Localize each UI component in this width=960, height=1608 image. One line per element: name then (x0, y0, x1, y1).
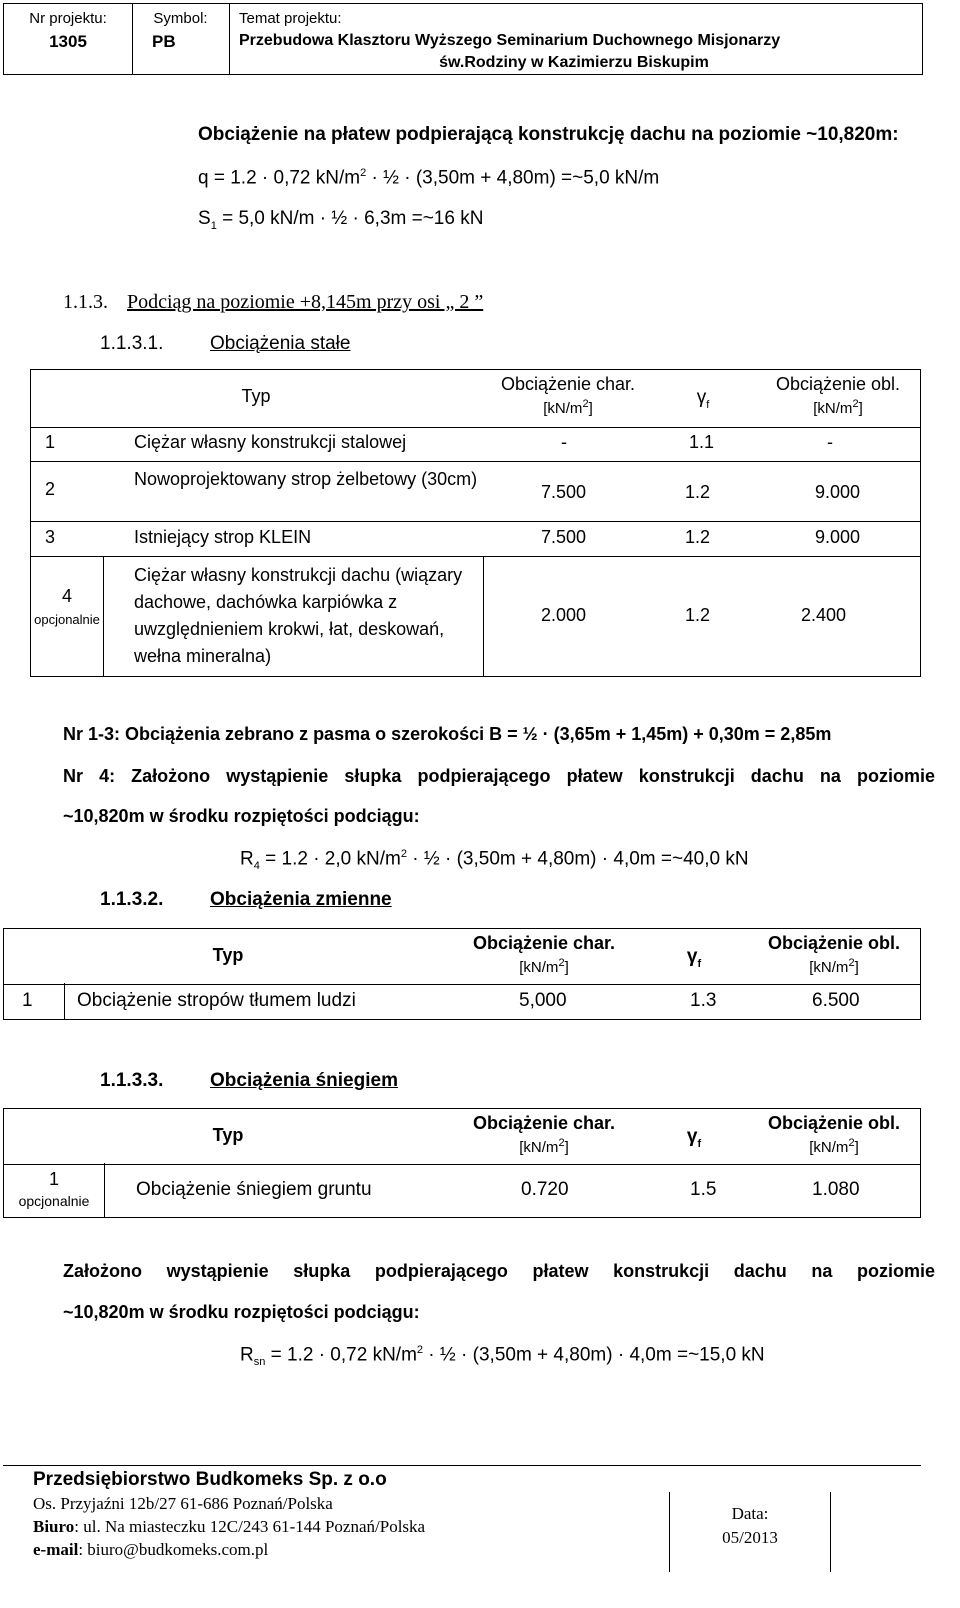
snow-loads-table (3, 1108, 921, 1220)
subsection-1-number: 1.1.3.1. (100, 333, 164, 354)
table-header-row (3, 1108, 921, 1165)
row-gamma: 1.2 (685, 527, 711, 547)
subsection-3-heading (100, 1070, 398, 1092)
row-gamma: 1.5 (690, 1179, 717, 1200)
s1-formula: $S_1 = 5,0$ kN/m · ½ · 6,3m =~16 kN (198, 208, 484, 232)
row-number-cell (4, 1163, 105, 1217)
col-obl-header: Obciążenie obl. (767, 1113, 901, 1133)
table-row (30, 426, 921, 462)
permanent-loads-table (30, 369, 921, 679)
row-obl: - (827, 432, 833, 452)
row-type: Istniejący strop KLEIN (134, 527, 312, 547)
col-gamma-header: $\gamma_f$ (696, 387, 710, 411)
note-row-4-line-1: Nr 4: Założono wystąpienie słupka podpierającego płatew konstrukcji dachu na poziomie (63, 766, 935, 786)
row-optional-note: opcjonalnie (34, 612, 100, 627)
section-heading (63, 291, 483, 314)
subsection-3-title: Obciążenia śniegiem (210, 1070, 398, 1091)
row-obl: 6.500 (812, 990, 860, 1011)
project-number-cell (4, 4, 133, 74)
row-gamma: 1.1 (689, 432, 715, 452)
row-type: Ciężar własny konstrukcji stalowej (134, 432, 407, 452)
topic-line-1: Przebudowa Klasztoru Wyższego Seminarium Duchownego Misjonarzy (239, 32, 781, 49)
subsection-2-number: 1.1.3.2. (100, 889, 164, 910)
row-gamma: 1.2 (685, 605, 711, 625)
q-formula: q = 1.2 · 0,72 $kN/m^2$ · ½ · (3,50m + 4,80m) =~5,0 kN/m (198, 167, 660, 189)
footer-office: Biuro: ul. Na miasteczku 12C/243 61-144 Poznań/Polska (33, 1517, 426, 1536)
col-obl-header: Obciążenie obl. (767, 933, 901, 953)
col-obl-unit: $[kN/m^2]$ (809, 1137, 859, 1156)
row-type: Nowoprojektowany strop żelbetowy (30cm) (134, 469, 478, 489)
subsection-1-heading (100, 333, 351, 355)
note-row-4-line-2: ~10,820m w środku rozpiętości podciągu: (63, 806, 420, 826)
row-char: 5,000 (519, 990, 567, 1011)
project-header (3, 3, 923, 75)
col-obl-unit: $[kN/m^2]$ (809, 957, 859, 976)
footer-company: Przedsiębiorstwo Budkomeks Sp. z o.o (33, 1469, 387, 1490)
footer-date-label: Data: (731, 1504, 769, 1523)
col-typ-header: Typ (212, 945, 244, 965)
row-type: Obciążenie stropów tłumem ludzi (77, 990, 356, 1011)
snow-note-line-1: Założono wystąpienie słupka podpierającego płatew konstrukcji dachu na poziomie (63, 1261, 935, 1281)
col-gamma-header: $\gamma_f$ (686, 946, 702, 970)
row-number-cell (31, 556, 104, 676)
table-row (30, 521, 921, 557)
footer-address: Os. Przyjaźni 12b/27 61-686 Poznań/Polska (33, 1494, 333, 1513)
intro-heading: Obciążenie na płatew podpierającą konstrukcję dachu na poziomie ~10,820m: (198, 124, 899, 145)
col-char-header: Obciążenie char. (472, 933, 616, 953)
row-number: 3 (45, 527, 56, 547)
row-type: Obciążenie śniegiem gruntu (136, 1179, 372, 1200)
symbol-cell (132, 4, 230, 74)
symbol-label: Symbol: (153, 10, 208, 27)
row-number: 1 (45, 432, 56, 452)
row-char: 0.720 (521, 1179, 569, 1200)
row-char: 7.500 (541, 482, 587, 502)
footer-date: 05/2013 (722, 1528, 778, 1547)
row-char: 7.500 (541, 527, 587, 547)
row-char: - (561, 432, 567, 452)
r4-formula: $R_4 = 1.2 \cdot 2,0$ $kN/m^2$ · ½ · (3,50m + 4,80m) · 4,0m =~40,0 kN (240, 848, 749, 873)
col-char-unit: $[kN/m^2]$ (543, 398, 593, 417)
subsection-1-title: Obciążenia stałe (210, 333, 351, 354)
col-typ-header: Typ (241, 386, 271, 406)
subsection-3-number: 1.1.3.3. (100, 1070, 164, 1091)
footer-email[interactable]: e-mail: biuro@budkomeks.com.pl (33, 1540, 269, 1559)
variable-loads-table (3, 928, 921, 1022)
table-header-row (3, 928, 921, 985)
symbol-value: PB (152, 32, 176, 51)
col-char-unit: $[kN/m^2]$ (519, 1137, 569, 1156)
topic-line-2: św.Rodziny w Kazimierzu Biskupim (439, 54, 709, 71)
col-char-header: Obciążenie char. (472, 1113, 616, 1133)
col-char-header: Obciążenie char. (500, 374, 636, 394)
row-type: Ciężar własny konstrukcji dachu (wiązary dachowe, dachówka karpiówka z uwzględnieniem krokwi, łat, deskowań, wełna mineralna) (134, 565, 463, 666)
note-rows-1-3: Nr 1-3: Obciążenia zebrano z pasma o szerokości B = ½ · (3,65m + 1,45m) + 0,30m = 2,85m (63, 724, 832, 744)
row-obl: 9.000 (815, 482, 861, 502)
project-number: 1305 (49, 32, 87, 51)
table-row (3, 983, 921, 1020)
row-number: 1 (48, 1169, 59, 1189)
row-obl: 2.400 (801, 605, 847, 625)
row-number: 4 (61, 586, 72, 606)
row-char: 2.000 (541, 605, 587, 625)
col-obl-header: Obciążenie obl. (775, 374, 901, 394)
section-title: Podciąg na poziomie +8,145m przy osi „ 2 ” (127, 291, 484, 313)
col-typ-header: Typ (212, 1125, 244, 1145)
table-header-row (30, 369, 921, 428)
topic-label: Temat projektu: (239, 10, 342, 27)
col-char-unit: $[kN/m^2]$ (519, 957, 569, 976)
rsn-formula: $R_{sn} = 1.2 \cdot 0,72$ $kN/m^2$ · ½ · (3,50m + 4,80m) · 4,0m =~15,0 kN (240, 1344, 765, 1369)
row-number: 1 (22, 990, 33, 1011)
table-row (30, 556, 921, 677)
snow-note-line-2: ~10,820m w środku rozpiętości podciągu: (63, 1302, 420, 1322)
page-footer (3, 1465, 921, 1606)
table-row (30, 461, 921, 522)
col-obl-unit: $[kN/m^2]$ (813, 398, 863, 417)
section-number: 1.1.3. (63, 291, 108, 313)
row-gamma: 1.2 (685, 482, 711, 502)
row-obl: 1.080 (812, 1179, 860, 1200)
row-gamma: 1.3 (690, 990, 717, 1011)
subsection-2-title: Obciążenia zmienne (210, 889, 392, 910)
row-obl: 9.000 (815, 527, 861, 547)
row-number: 2 (45, 479, 56, 499)
subsection-2-heading (100, 889, 392, 911)
row-optional-note: opcjonalnie (18, 1193, 90, 1209)
project-number-label: Nr projektu: (29, 10, 107, 27)
table-row (3, 1163, 921, 1218)
col-gamma-header: $\gamma_f$ (686, 1126, 702, 1150)
